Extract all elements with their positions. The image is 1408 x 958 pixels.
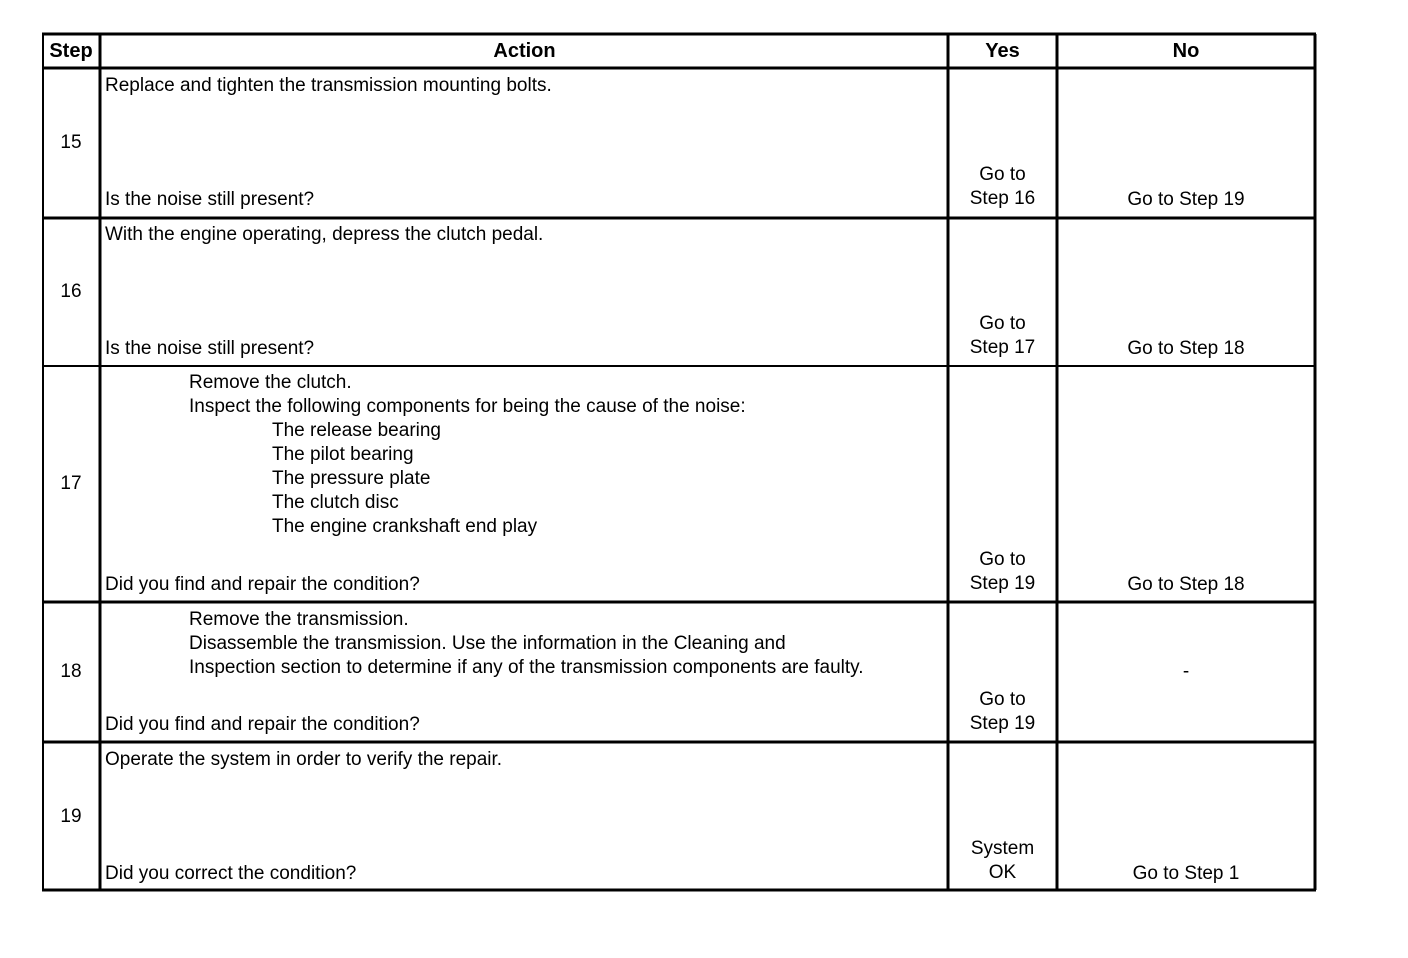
header-yes: Yes <box>985 40 1020 62</box>
yes-result <box>949 837 1056 885</box>
header-step: Step <box>49 40 93 62</box>
no-result: - <box>1182 661 1190 682</box>
step-number: 19 <box>60 806 82 827</box>
question-text: Did you find and repair the condition? <box>105 574 420 595</box>
yes-line: Step 19 <box>969 713 1036 734</box>
action-text: With the engine operating, depress the clutch pedal. <box>105 224 544 245</box>
yes-line: Step 17 <box>969 337 1036 358</box>
yes-line: Go to <box>979 313 1026 334</box>
sub-item: The pressure plate <box>272 468 431 489</box>
action-text: Disassemble the transmission. Use the information in the Cleaning and <box>189 633 786 654</box>
no-result: Go to Step 18 <box>1127 338 1245 359</box>
no-result: Go to Step 1 <box>1132 863 1240 884</box>
question-text: Is the noise still present? <box>105 338 315 359</box>
action-text: Remove the clutch. <box>189 372 352 393</box>
sub-item: The clutch disc <box>272 492 399 513</box>
action-text: Inspect the following components for being the cause of the noise: <box>189 396 746 417</box>
yes-line: Go to <box>979 689 1026 710</box>
action-text: Inspection section to determine if any of the transmission components are faulty. <box>189 657 864 678</box>
no-result: Go to Step 19 <box>1127 189 1245 210</box>
sub-item: The release bearing <box>272 420 441 441</box>
yes-line: Go to <box>979 549 1026 570</box>
yes-line: OK <box>988 862 1017 883</box>
question-text: Is the noise still present? <box>105 189 315 210</box>
sub-item: The pilot bearing <box>272 444 414 465</box>
question-text: Did you correct the condition? <box>105 863 357 884</box>
header-no: No <box>1172 40 1200 62</box>
step-number: 15 <box>60 132 82 153</box>
sub-item: The engine crankshaft end play <box>272 516 538 537</box>
no-result: Go to Step 18 <box>1127 574 1245 595</box>
yes-result <box>949 163 1056 211</box>
action-text: Replace and tighten the transmission mounting bolts. <box>105 75 552 96</box>
question-text: Did you find and repair the condition? <box>105 714 420 735</box>
action-text: Operate the system in order to verify the repair. <box>105 749 503 770</box>
yes-line: System <box>970 838 1035 859</box>
yes-result <box>949 312 1056 360</box>
yes-line: Step 19 <box>969 573 1036 594</box>
yes-result <box>949 688 1056 736</box>
step-number: 16 <box>60 281 82 302</box>
yes-result <box>949 548 1056 596</box>
header-action: Action <box>493 40 556 62</box>
action-text: Remove the transmission. <box>189 609 409 630</box>
yes-line: Step 16 <box>969 188 1036 209</box>
step-number: 17 <box>60 473 82 494</box>
step-number: 18 <box>60 661 82 682</box>
yes-line: Go to <box>979 164 1026 185</box>
